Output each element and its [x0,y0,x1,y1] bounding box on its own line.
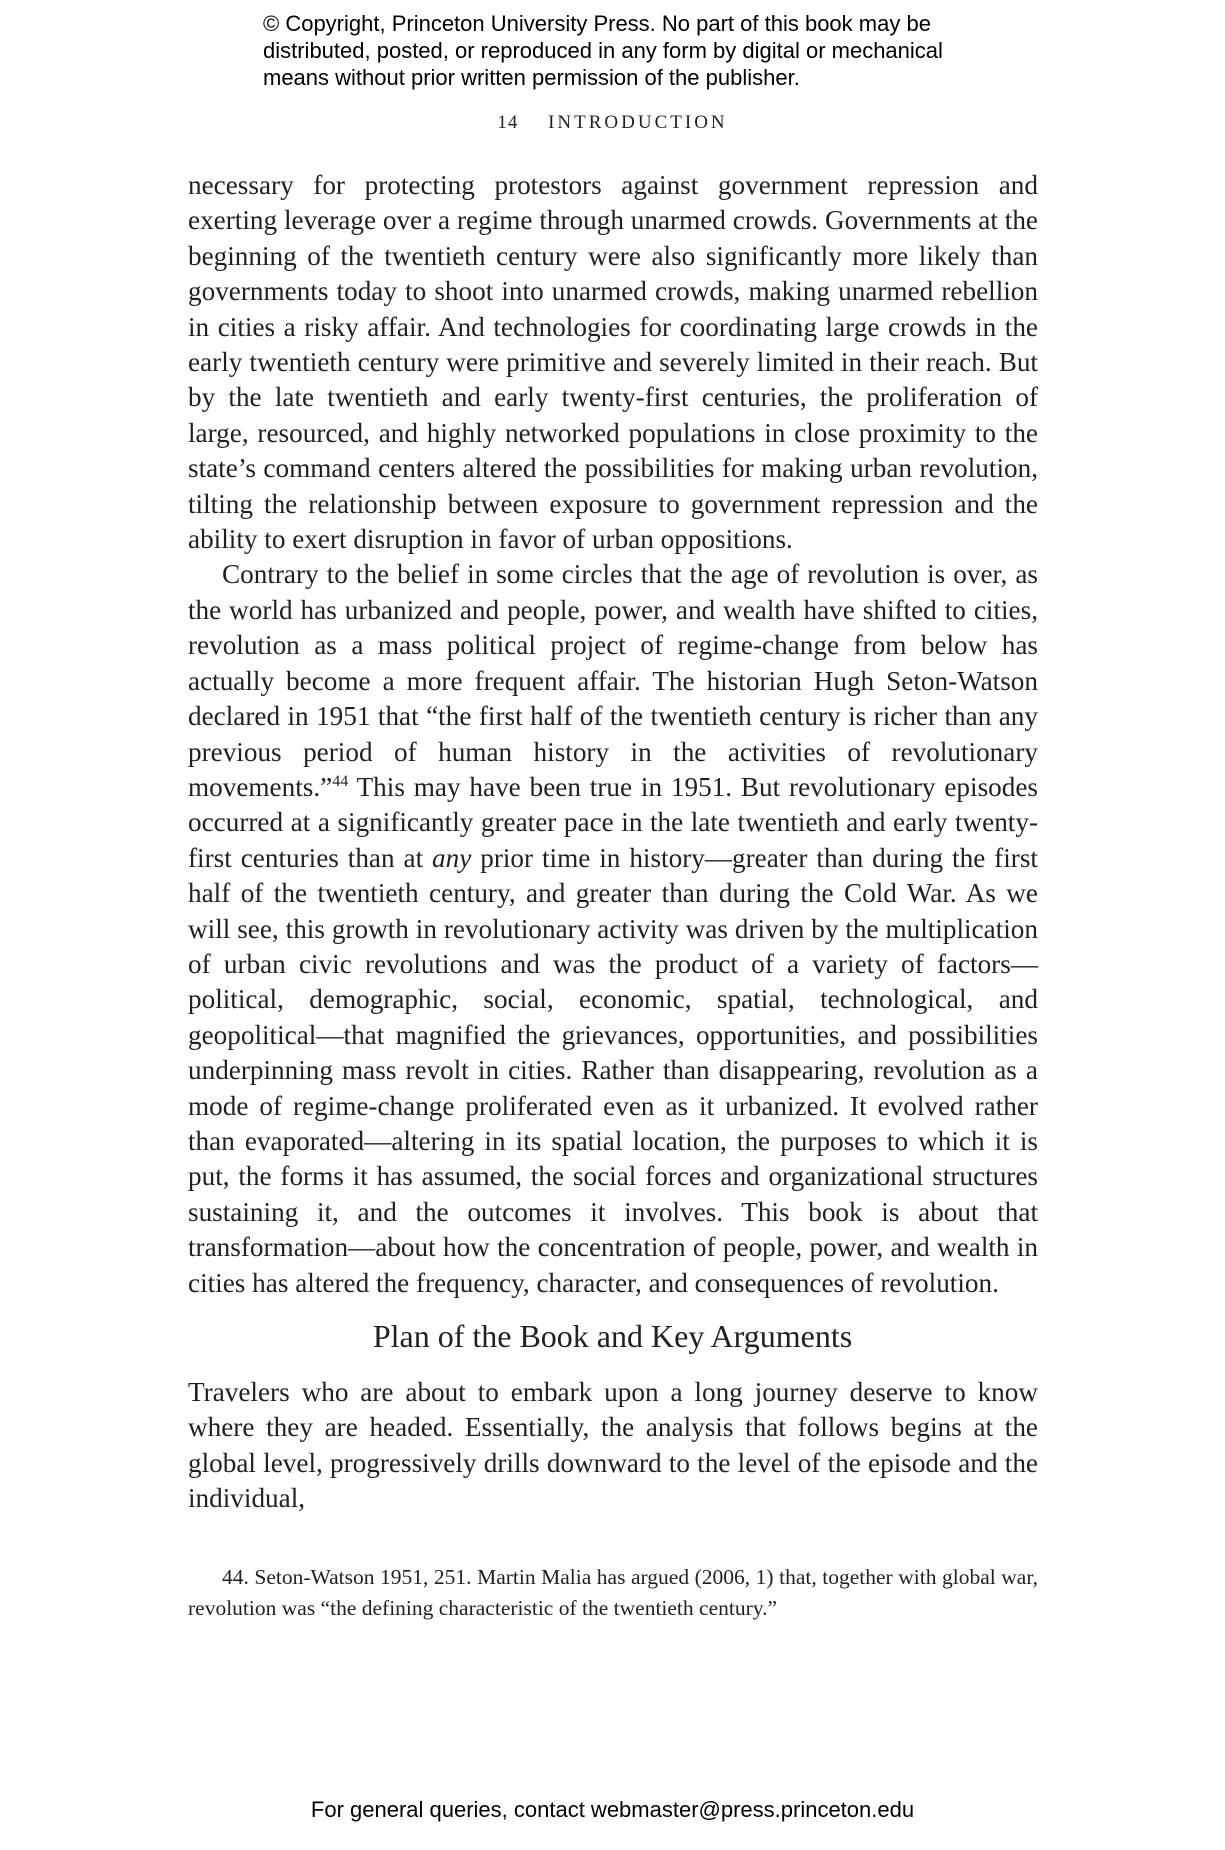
paragraph: Travelers who are about to embark upon a long journey deserve to know where they are headed. Essentially, the analysis that follows begins at the global level, progressively drills downward to the level of the episode and the individual, [188,1377,1038,1514]
copyright-notice [263,10,1023,91]
paragraph-text: prior time in history—greater than during the first half of the twentieth century, and greater than during the Cold War. As we will see, this growth in revolutionary activity was driven by the multiplication of urban civic revolutions and was the product of a variety of factors—political, demographic, social, economic, spatial, technological, and geopolitical—that magnified the grievances, opportunities, and possibilities underpinning mass revolt in cities. Rather than disappearing, revolution as a mode of regime-change proliferated even as it urbanized. It evolved rather than evaporated—altering in its spatial location, the purposes to which it is put, the forms it has assumed, the social forces and organizational structures sustaining it, and the outcomes it involves. This book is about that transformation—about how the concentration of people, power, and wealth in cities has altered the frequency, character, and consequences of revolution. [188,842,1038,1298]
footnote-number: 44. [222,1565,249,1589]
paragraph: necessary for protecting protestors against government repression and exerting leverage over a regime through unarmed crowds. Governments at the beginning of the twentieth century were also significantly more likely than governments today to shoot into unarmed crowds, making unarmed rebellion in cities a risky affair. And technologies for coordinating large crowds in the early twentieth century were primitive and severely limited in their reach. But by the late twentieth and early twenty-first centuries, the proliferation of large, resourced, and highly networked populations in close proximity to the state’s command centers altered the possibilities for making urban revolution, tilting the relationship between exposure to government repression and the ability to exert disruption in favor of urban oppositions. [188,170,1038,555]
paragraph-text: This may have been true in 1951. But revolutionary episodes occurred at a significantly greater pace in the late twentieth and early twenty-first centuries than at [188,771,1038,873]
emphasis-text: any [432,842,472,873]
page-number: 14 [497,112,519,133]
footnote [188,1562,1038,1624]
footnote-text: Seton-Watson 1951, 251. Martin Malia has argued (2006, 1) that, together with global war, revolution was “the defining characteristic of the twentieth century.” [188,1565,1038,1620]
section-heading: Plan of the Book and Key Arguments [372,1318,853,1354]
copyright-line: means without prior written permission of the publisher. [263,65,800,90]
paragraph [188,557,1038,1301]
footnote-reference[interactable]: 44 [332,772,349,790]
chapter-title: INTRODUCTION [548,112,728,133]
running-head [0,112,1225,134]
contact-line: For general queries, contact webmaster@press.princeton.edu [310,1797,915,1822]
copyright-line: © Copyright, Princeton University Press. No part of this book may be [263,11,931,36]
paragraph-text: Contrary to the belief in some circles that the age of revolution is over, as the world has urbanized and people, power, and wealth have shifted to cities, revolution as a mass political project of regime-change from below has actually become a more frequent affair. The historian Hugh Seton-Watson declared in 1951 that “the first half of the twentieth century is richer than any previous period of human history in the activities of revolutionary movements.” [188,559,1038,802]
copyright-line: distributed, posted, or reproduced in any form by digital or mechanical [263,38,943,63]
body-text [188,168,1038,1301]
